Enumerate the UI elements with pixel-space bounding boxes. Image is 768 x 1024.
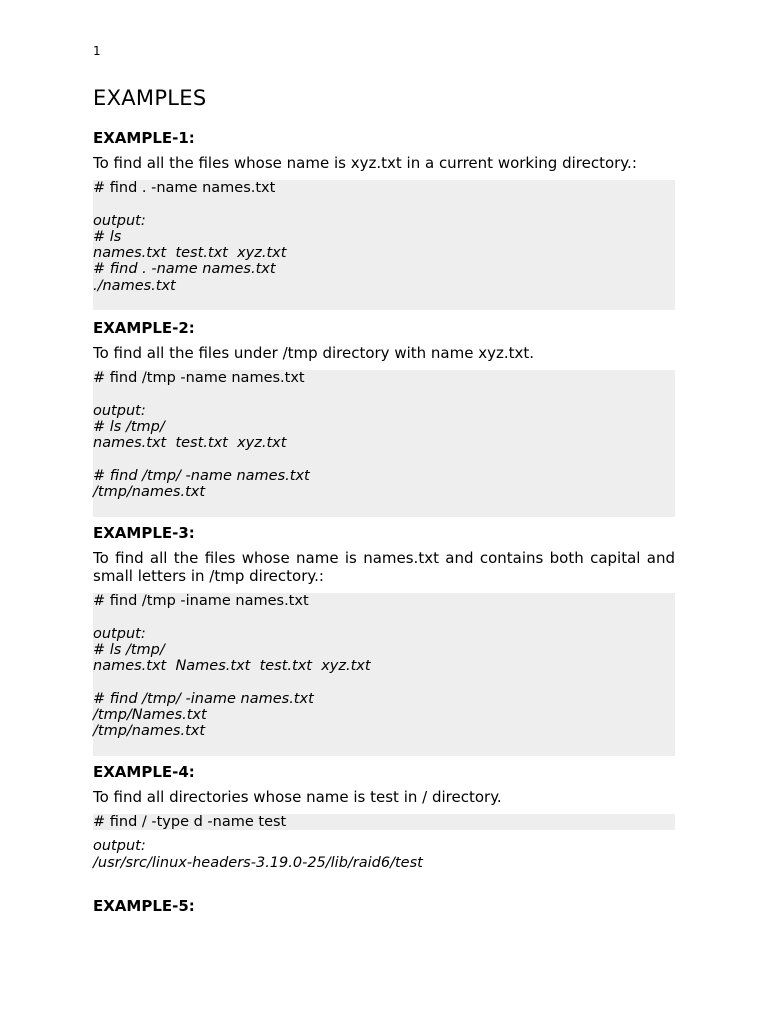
- output-line: /tmp/names.txt: [93, 484, 206, 501]
- output-line: output:: [93, 402, 146, 419]
- output-line: [93, 196, 675, 212]
- output-line: names.txt test.txt xyz.txt: [93, 245, 287, 262]
- example-4: [93, 762, 675, 871]
- example-3: [93, 523, 675, 756]
- output-line: [93, 386, 675, 402]
- output-line: /usr/src/linux-headers-3.19.0-25/lib/raid6/test: [93, 854, 423, 871]
- code-block: [93, 370, 675, 517]
- example-heading: EXAMPLE-4:: [93, 763, 195, 781]
- output-line: [93, 500, 675, 516]
- output-line: output:: [93, 625, 146, 642]
- command-line: # find /tmp -name names.txt: [93, 370, 305, 386]
- page-number: 1: [93, 44, 101, 58]
- command-line: # find / -type d -name test: [93, 814, 287, 830]
- example-5: [93, 896, 675, 916]
- output-line: # ls: [93, 228, 122, 245]
- example-heading: EXAMPLE-1:: [93, 129, 195, 147]
- output-line: [93, 294, 675, 310]
- output-line: # find . -name names.txt: [93, 261, 276, 278]
- output-line: /tmp/Names.txt: [93, 707, 207, 724]
- output-line: # ls /tmp/: [93, 641, 165, 658]
- command-line: # find . -name names.txt: [93, 180, 276, 196]
- example-1: [93, 128, 675, 310]
- example-description: To find all the files whose name is names.txt and contains both capital and small letters in /tmp directory.:: [93, 549, 675, 585]
- example-heading: EXAMPLE-5:: [93, 897, 195, 915]
- output-line: # find /tmp/ -name names.txt: [93, 467, 310, 484]
- output-line: ./names.txt: [93, 277, 176, 294]
- output-line: # find /tmp/ -iname names.txt: [93, 690, 314, 707]
- command-line: # find /tmp -iname names.txt: [93, 593, 309, 609]
- code-block: [93, 814, 675, 830]
- output-line: [93, 674, 675, 690]
- output-line: names.txt Names.txt test.txt xyz.txt: [93, 658, 371, 675]
- output-line: names.txt test.txt xyz.txt: [93, 435, 287, 452]
- example-description: To find all the files under /tmp directory with name xyz.txt.: [93, 344, 535, 362]
- code-block: [93, 593, 675, 756]
- output-line: [93, 609, 675, 625]
- code-block: [93, 180, 675, 310]
- page-title: EXAMPLES: [93, 86, 207, 110]
- output-line: [93, 451, 675, 467]
- example-description: To find all the files whose name is xyz.txt in a current working directory.:: [93, 154, 637, 172]
- output-line: # ls /tmp/: [93, 418, 165, 435]
- example-description: To find all directories whose name is test in / directory.: [93, 788, 502, 806]
- output-block: [93, 838, 675, 871]
- output-line: [93, 740, 675, 756]
- example-heading: EXAMPLE-3:: [93, 524, 195, 542]
- example-2: [93, 318, 675, 517]
- example-heading: EXAMPLE-2:: [93, 319, 195, 337]
- output-line: /tmp/names.txt: [93, 723, 206, 740]
- output-line: output:: [93, 838, 146, 855]
- output-line: output:: [93, 212, 146, 229]
